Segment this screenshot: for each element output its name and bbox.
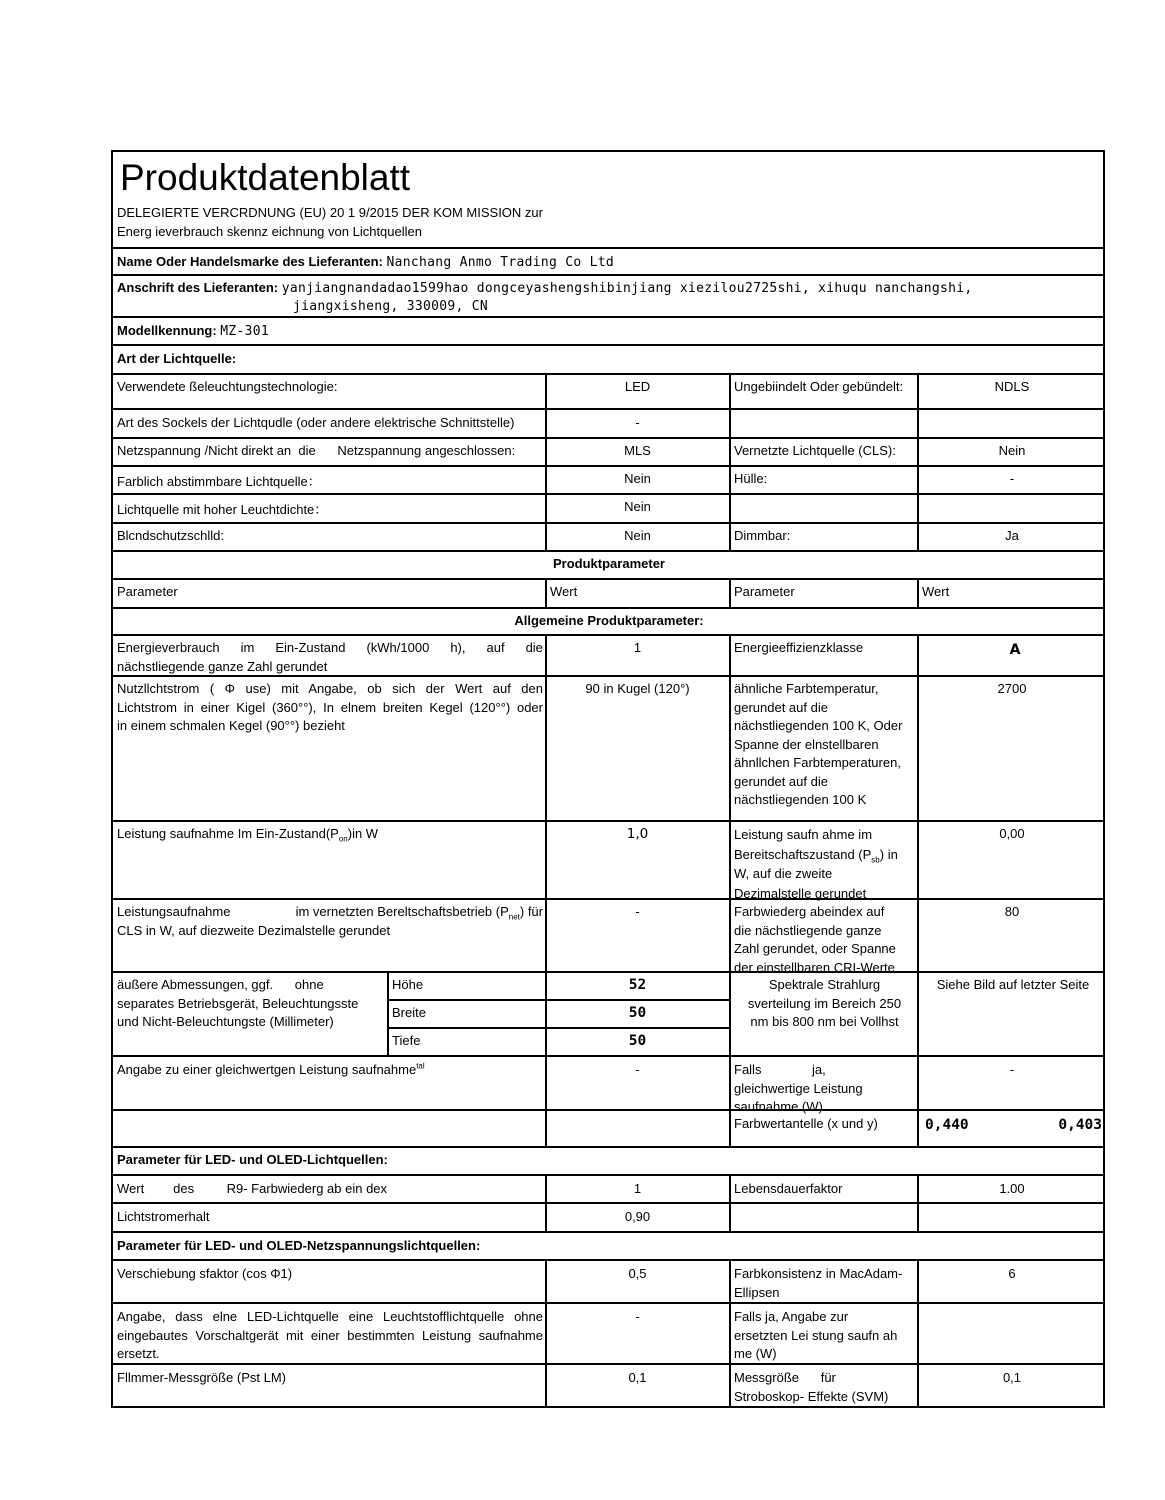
grid-line xyxy=(113,1109,1103,1111)
psb-line-2a: Bereitschaftszustand (P xyxy=(734,846,872,862)
col-value-1: Wert xyxy=(550,584,578,599)
energy-word: Ein-Zustand xyxy=(275,640,346,655)
grid-line xyxy=(917,578,919,607)
hld-value: Nein xyxy=(624,499,651,514)
cct-label xyxy=(731,679,918,819)
r9-label xyxy=(114,1179,546,1201)
psb-value: 0,00 xyxy=(999,826,1025,841)
cri-line: der einstellbaren CRI-Werte xyxy=(734,959,895,975)
shield-value: Nein xyxy=(624,528,651,543)
pnet-line-2: CLS in W, auf diezweite Dezimalstelle gerundet xyxy=(117,922,391,938)
cri-label xyxy=(731,902,918,975)
psb-line-3: W, auf die zweite xyxy=(734,866,833,881)
led-parameters-heading: Parameter für LED- und OLED-Lichtquellen: xyxy=(117,1152,388,1167)
dims-line-1 xyxy=(117,976,383,995)
pnet-label-c: ) für xyxy=(519,904,543,919)
grid-line xyxy=(113,898,1103,900)
energy-word: auf xyxy=(486,640,505,655)
grid-line xyxy=(113,465,1103,467)
grid-line xyxy=(729,578,731,607)
grid-line xyxy=(113,344,1103,346)
grid-line xyxy=(729,1259,731,1408)
model-row xyxy=(114,320,714,342)
life-value: 1.00 xyxy=(999,1181,1025,1196)
grid-line xyxy=(113,820,1103,822)
pnet-label-b: im vernetzten Bereltschaftsbetrieb (P xyxy=(295,904,509,919)
product-parameters-heading: Produktparameter xyxy=(553,556,665,571)
supplier-name-label: Name Oder Handelsmarke des Lieferanten: xyxy=(117,254,383,269)
macadam-line-1: Farbkonsistenz in MacAdam- xyxy=(734,1266,903,1281)
r9-label-a: Wert xyxy=(117,1181,145,1196)
grid-line xyxy=(917,373,919,550)
cct-line: gerundet auf die xyxy=(734,699,828,715)
tunable-label: Farblich abstimmbare Lichtquelle： xyxy=(117,474,321,489)
eec-value: A xyxy=(1009,642,1021,658)
flux-label-line-3: in einem schmalen Kegel (90°°) bezieht xyxy=(117,718,345,733)
envelope-value: - xyxy=(1009,471,1015,486)
replace-if-line-3: me (W) xyxy=(734,1346,777,1361)
pnet-label-a: Leistungsaufnahme xyxy=(117,904,231,919)
grid-line xyxy=(113,578,1103,580)
depth-label: Tiefe xyxy=(392,1033,421,1048)
replace-value: - xyxy=(635,1309,640,1324)
bundle-label: Ungebiindelt Oder gebündelt: xyxy=(734,379,904,394)
replace-if-line-1: Falls ja, Angabe zur xyxy=(734,1309,849,1324)
svm-label-b: für xyxy=(820,1370,836,1385)
energy-word: die xyxy=(525,640,543,655)
life-label: Lebensdauerfaktor xyxy=(734,1181,843,1196)
mains-parameters-heading: Parameter für LED- und OLED-Netzspannungslichtquellen: xyxy=(117,1238,481,1253)
dims-label xyxy=(114,975,386,1055)
grid-line xyxy=(113,522,1103,524)
macadam-label xyxy=(731,1264,918,1304)
equiv-if-label xyxy=(731,1060,918,1114)
maint-label: Lichtstromerhalt xyxy=(117,1209,210,1224)
grid-line xyxy=(917,634,919,1146)
equiv-if-line-2: gleichwertige Leistung xyxy=(734,1080,863,1096)
pon-suffix: )in W xyxy=(347,826,379,841)
pon-sub: on xyxy=(338,834,348,844)
depth-value: 50 xyxy=(628,1033,647,1049)
svm-value: 0,1 xyxy=(1002,1370,1022,1385)
grid-line xyxy=(113,316,1103,318)
psb-sub: sb xyxy=(871,855,880,865)
replace-if-line-2: ersetzten Lei stung saufn ah xyxy=(734,1327,898,1343)
grid-line xyxy=(113,971,1103,973)
flux-value: 90 in Kugel (120°) xyxy=(585,681,690,696)
grid-line xyxy=(113,373,1103,375)
mains-label-a: Netzspannung /Nicht direkt an die xyxy=(117,443,316,458)
supplier-name-row xyxy=(114,250,1094,272)
dims-line-1a: äußere Abmessungen, ggf. xyxy=(117,977,274,992)
grid-line xyxy=(729,1174,731,1231)
pon-value: 1,0 xyxy=(626,826,649,842)
height-value: 52 xyxy=(628,977,647,993)
energy-word: Energieverbrauch xyxy=(117,640,220,655)
page-title: Produktdatenblatt xyxy=(120,157,411,198)
r9-value: 1 xyxy=(633,1181,642,1196)
product-data-sheet xyxy=(111,150,1105,1408)
grid-line xyxy=(113,274,1103,276)
supplier-address-label: Anschrift des Lieferanten: xyxy=(117,280,279,295)
grid-line xyxy=(917,1259,919,1408)
grid-line xyxy=(387,971,389,1055)
mains-label xyxy=(114,441,546,463)
svm-line-2: Stroboskop- Effekte (SVM) xyxy=(734,1388,889,1404)
grid-line xyxy=(545,578,547,607)
pnet-line-1 xyxy=(117,903,543,922)
grid-line xyxy=(545,1259,547,1408)
tech-value: LED xyxy=(624,379,651,394)
model-label: Modellkennung: xyxy=(117,323,217,338)
cct-line: Spanne der elnstellbaren xyxy=(734,736,879,752)
grid-line xyxy=(113,634,1103,636)
grid-line xyxy=(387,999,729,1001)
cct-line: nächstliegenden 100 K xyxy=(734,792,867,807)
grid-line xyxy=(113,408,1103,410)
psb-label xyxy=(731,824,918,900)
grid-line xyxy=(729,634,731,1146)
grid-line xyxy=(113,1363,1103,1365)
tunable-value: Nein xyxy=(624,471,651,486)
regulation-line-2: Energ ieverbrauch skennz eichnung von Lichtquellen xyxy=(117,224,422,239)
grid-line xyxy=(545,1174,547,1231)
replace-label xyxy=(114,1307,546,1365)
width-value: 50 xyxy=(628,1005,647,1021)
equiv-if-line-1 xyxy=(734,1061,915,1080)
socket-label: Art des Sockels der Lichtqudle (oder andere elektrische Schnittstelle) xyxy=(117,415,515,430)
height-label: Höhe xyxy=(392,977,424,992)
energy-value: 1 xyxy=(633,640,642,655)
cri-line: Farbwiederg abeindex auf xyxy=(734,904,885,919)
chroma-y: 0,403 xyxy=(1058,1117,1102,1133)
hld-label: Lichtquelle mit hoher Leuchtdichte： xyxy=(117,502,328,517)
energy-word: h), xyxy=(450,640,466,655)
r9-label-b: des xyxy=(173,1181,195,1196)
cct-line: nächstliegenden 100 K, Oder xyxy=(734,718,903,733)
spectral-line: sverteilung im Bereich 250 xyxy=(747,995,902,1011)
equiv-sup: tal xyxy=(416,1061,425,1071)
svm-label-a: Messgröße xyxy=(734,1370,800,1385)
mains-label-b: Netzspannung angeschlossen: xyxy=(337,443,516,458)
envelope-label: Hülle: xyxy=(734,471,768,486)
mains-value: MLS xyxy=(624,443,651,458)
replace-if-label xyxy=(731,1307,918,1365)
flicker-label: Fllmmer-Messgröße (Pst LM) xyxy=(117,1370,287,1385)
equiv-if-a: Falls xyxy=(734,1062,762,1077)
dims-line-2: separates Betriebsgerät, Beleuchtungsste xyxy=(117,995,359,1011)
grid-line xyxy=(917,1174,919,1231)
psb-line-1: Leistung saufn ahme im xyxy=(734,827,873,842)
chroma-label: Farbwertantelle (x und y) xyxy=(734,1116,878,1131)
grid-line xyxy=(113,493,1103,495)
dims-line-1b: ohne xyxy=(294,977,324,992)
supplier-name-value: Nanchang Anmo Trading Co Ltd xyxy=(386,255,615,270)
cct-line: ähnliche Farbtemperatur, xyxy=(734,681,879,696)
pon-label-text: Leistung saufnahme Im Ein-Zustand(P xyxy=(117,826,339,841)
grid-line xyxy=(113,1259,1103,1261)
socket-value: - xyxy=(635,415,640,430)
cri-value: 80 xyxy=(1004,904,1020,919)
spectral-label xyxy=(731,975,918,1055)
col-param-2: Parameter xyxy=(734,584,795,599)
svm-line-1 xyxy=(734,1369,915,1388)
equiv-if-b: ja, xyxy=(812,1062,826,1077)
flux-label-line-1: Nutzllchtstrom ( Φ use) mit Angabe, ob sich der Wert auf den xyxy=(117,681,543,696)
grid-line xyxy=(387,1027,729,1029)
psb-line-2b: ) in xyxy=(879,846,898,862)
light-source-section: Art der Lichtquelle: xyxy=(117,351,237,366)
flux-label-line-2: Lichtstrom in einer Kigel (360°°), In elnem breiten Kegel (120°°) oder xyxy=(117,699,543,715)
maint-value: 0,90 xyxy=(624,1209,651,1224)
width-label: Breite xyxy=(392,1005,426,1020)
equiv-label xyxy=(114,1060,546,1082)
supplier-address-line-1: yanjiangnandadao1599hao dongceyashengshibinjiang xiezilou2725shi, xihuqu nanchangshi, xyxy=(281,281,973,296)
cri-line: Zahl gerundet, oder Spanne xyxy=(734,941,896,956)
macadam-value: 6 xyxy=(1008,1266,1016,1281)
col-param-1: Parameter xyxy=(117,584,178,599)
cls-label: Vernetzte Lichtquelle (CLS): xyxy=(734,443,896,458)
pnet-label-b-wrap xyxy=(296,903,543,922)
dim-label: Dimmbar: xyxy=(734,528,791,543)
dim-value: Ja xyxy=(1005,528,1019,543)
shift-value: 0,5 xyxy=(628,1266,647,1281)
pon-label xyxy=(114,824,546,846)
equiv-label-text: Angabe zu einer gleichwertgen Leistung saufnahme xyxy=(117,1062,417,1077)
grid-line xyxy=(113,675,1103,677)
flux-label xyxy=(114,679,546,819)
pnet-sub: net xyxy=(508,912,520,922)
svm-label xyxy=(731,1368,918,1408)
replace-line-2: eingebautes Vorschaltgerät mit einer bestimmten Leistung saufnahme xyxy=(117,1327,543,1343)
grid-line xyxy=(113,1202,1103,1204)
cri-line: die nächstliegende ganze xyxy=(734,922,882,938)
energy-word: im xyxy=(240,640,255,655)
cct-line: gerundet auf die xyxy=(734,773,828,789)
grid-line xyxy=(113,437,1103,439)
chroma-x: 0,440 xyxy=(925,1117,969,1133)
equiv-if-value: - xyxy=(1009,1062,1015,1077)
pnet-label xyxy=(114,902,546,962)
grid-line xyxy=(113,550,1103,552)
grid-line xyxy=(113,1302,1103,1304)
grid-line xyxy=(113,247,1103,249)
equiv-if-line-3: saufnahme (W) xyxy=(734,1099,823,1114)
tech-label: Verwendete ßeleuchtungstechnologie: xyxy=(117,379,338,394)
cct-value: 2700 xyxy=(997,681,1027,696)
equiv-value: - xyxy=(635,1062,640,1077)
cls-value: Nein xyxy=(998,443,1026,458)
shift-label: Verschiebung sfaktor (cos Φ1) xyxy=(117,1266,293,1281)
replace-line-1: Angabe, dass elne LED-Lichtquelle eine Leuchtstofflichtquelle ohne xyxy=(117,1309,543,1324)
grid-line xyxy=(113,1174,1103,1176)
grid-line xyxy=(113,607,1103,609)
psb-line-4: Dezimalstelle gerundet xyxy=(734,885,867,901)
shield-label: Blcndschutzschlld: xyxy=(117,528,224,543)
grid-line xyxy=(113,1231,1103,1233)
macadam-line-2: Ellipsen xyxy=(734,1284,780,1300)
replace-if-value xyxy=(919,1307,1105,1329)
spectral-value: Siehe Bild auf letzter Seite xyxy=(936,977,1090,992)
grid-line xyxy=(545,634,547,1146)
cct-line: ähnllchen Farbtemperaturen, xyxy=(734,755,901,770)
supplier-address-line-2: jiangxisheng, 330009, CN xyxy=(293,299,489,314)
spectral-line: nm bis 800 nm bei Vollhst xyxy=(750,1014,899,1029)
grid-line xyxy=(113,1055,1103,1057)
supplier-address-row xyxy=(114,278,1099,314)
col-value-2: Wert xyxy=(922,584,950,599)
grid-line xyxy=(545,373,547,550)
replace-line-3: ersetzt. xyxy=(117,1346,160,1361)
energy-word: (kWh/1000 xyxy=(366,640,430,655)
bundle-value: NDLS xyxy=(994,379,1030,394)
spectral-line: Spektrale Strahlurg xyxy=(768,977,881,992)
energy-label-line-1 xyxy=(117,639,543,658)
energy-label-line-2: nächstliegende ganze Zahl gerundet xyxy=(117,658,328,674)
model-value: MZ-301 xyxy=(220,324,270,339)
regulation-line-1: DELEGIERTE VERCRDNUNG (EU) 20 1 9/2015 DER KOM MISSION zur xyxy=(117,205,543,220)
general-parameters-heading: Allgemeine Produktparameter: xyxy=(514,613,704,628)
pnet-value: - xyxy=(635,904,640,919)
grid-line xyxy=(113,1146,1103,1148)
flicker-value: 0,1 xyxy=(628,1370,647,1385)
eec-label: Energieeffizienzklasse xyxy=(734,640,864,655)
psb-line-2 xyxy=(734,845,915,865)
dims-line-3: und Nicht-Beleuchtungste (Millimeter) xyxy=(117,1014,334,1029)
r9-label-c: R9- Farbwiederg ab ein dex xyxy=(226,1181,388,1196)
energy-label xyxy=(114,638,546,676)
grid-line xyxy=(729,373,731,550)
